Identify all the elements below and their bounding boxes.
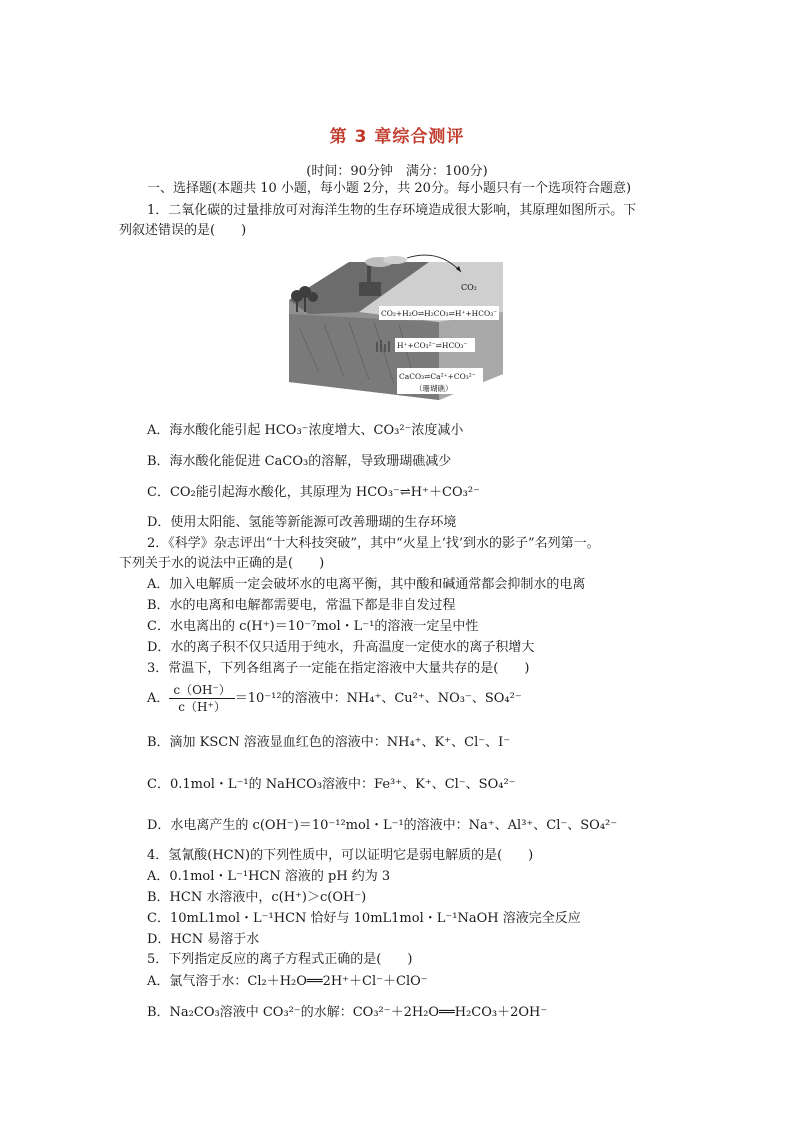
q1-option-d: D．使用太阳能、氢能等新能源可改善珊瑚的生存环境 — [147, 515, 457, 530]
fraction-denominator: c（H⁺） — [178, 700, 226, 714]
q2-option-a: A．加入电解质一定会破坏水的电离平衡，其中酸和碱通常都会抑制水的电离 — [147, 577, 586, 592]
q3-stem: 3．常温下，下列各组离子一定能在指定溶液中大量共存的是( ) — [147, 661, 530, 676]
coral-label: （珊瑚礁） — [415, 384, 453, 393]
q5-stem: 5．下列指定反应的离子方程式正确的是( ) — [147, 952, 413, 967]
fraction-numerator: c（OH⁻） — [169, 682, 234, 699]
q3-option-b: B．滴加 KSCN 溶液显血红色的溶液中：NH₄⁺、K⁺、Cl⁻、I⁻ — [147, 735, 511, 750]
q2-stem-line2: 下列关于水的说法中正确的是( ) — [119, 556, 325, 571]
q2-option-b: B．水的电离和电解都需要电，常温下都是非自发过程 — [147, 598, 456, 613]
q3-option-c: C．0.1mol・L⁻¹的 NaHCO₃溶液中：Fe³⁺、K⁺、Cl⁻、SO₄²⁻ — [147, 777, 516, 792]
page-title: 第 3 章综合测评 — [329, 127, 465, 147]
q1-option-c: C．CO₂能引起海水酸化，其原理为 HCO₃⁻⇌H⁺＋CO₃²⁻ — [147, 485, 480, 500]
q3-ratio-fraction — [169, 682, 234, 715]
q1-option-a: A．海水酸化能引起 HCO₃⁻浓度增大、CO₃²⁻浓度减小 — [147, 423, 464, 438]
eq3-label: CaCO₃⇌Ca²⁺+CO₃²⁻ — [399, 372, 476, 381]
q5-option-b: B．Na₂CO₃溶液中 CO₃²⁻的水解：CO₃²⁻＋2H₂O══H₂CO₃＋2OH⁻ — [147, 1005, 548, 1020]
q3-option-a — [147, 682, 675, 716]
q2-option-c: C．水电离出的 c(H⁺)＝10⁻⁷mol・L⁻¹的溶液一定呈中性 — [147, 619, 479, 634]
eq1-label: CO₂+H₂O⇌H₂CO₃⇌H⁺+HCO₃⁻ — [381, 309, 498, 318]
exam-info: (时间：90分钟 满分：100分) — [306, 164, 488, 179]
q3-option-d: D．水电离产生的 c(OH⁻)＝10⁻¹²mol・L⁻¹的溶液中：Na⁺、Al³⁺、Cl⁻、SO₄²⁻ — [147, 818, 618, 833]
co2-label: CO₂ — [461, 283, 477, 292]
q4-option-a: A．0.1mol・L⁻¹HCN 溶液的 pH 约为 3 — [147, 869, 391, 884]
eq2-label: H⁺+CO₃²⁻⇌HCO₃⁻ — [397, 341, 468, 350]
q4-option-b: B．HCN 水溶液中，c(H⁺)＞c(OH⁻) — [147, 890, 367, 905]
q2-option-d: D．水的离子积不仅只适用于纯水，升高温度一定使水的离子积增大 — [147, 640, 535, 655]
q5-option-a: A．氯气溶于水：Cl₂＋H₂O══2H⁺＋Cl⁻＋ClO⁻ — [147, 974, 428, 989]
q3-option-a-ions: ＝10⁻¹²的溶液中：NH₄⁺、Cu²⁺、NO₃⁻、SO₄²⁻ — [234, 691, 522, 706]
section-heading: 一、选择题(本题共 10 小题，每小题 2分，共 20分。每小题只有一个选项符合题意) — [147, 181, 632, 196]
q1-stem-line2: 列叙述错误的是( ) — [119, 223, 247, 238]
q1-stem-line1: 1．二氧化碳的过量排放可对海洋生物的生存环境造成很大影响，其原理如图所示。下 — [147, 203, 637, 218]
q3-option-a-label: A． — [147, 691, 170, 706]
q4-option-c: C．10mL1mol・L⁻¹HCN 恰好与 10mL1mol・L⁻¹NaOH 溶液完全反应 — [147, 911, 581, 926]
ocean-acidification-diagram — [289, 252, 503, 400]
q4-stem: 4．氢氰酸(HCN)的下列性质中，可以证明它是弱电解质的是( ) — [147, 848, 534, 863]
q1-option-b: B．海水酸化能促进 CaCO₃的溶解，导致珊瑚礁减少 — [147, 454, 452, 469]
q4-option-d: D．HCN 易溶于水 — [147, 932, 260, 947]
q2-stem-line1: 2．《科学》杂志评出“十大科技突破”，其中“火星上‘找’到水的影子”名列第一。 — [147, 536, 600, 551]
